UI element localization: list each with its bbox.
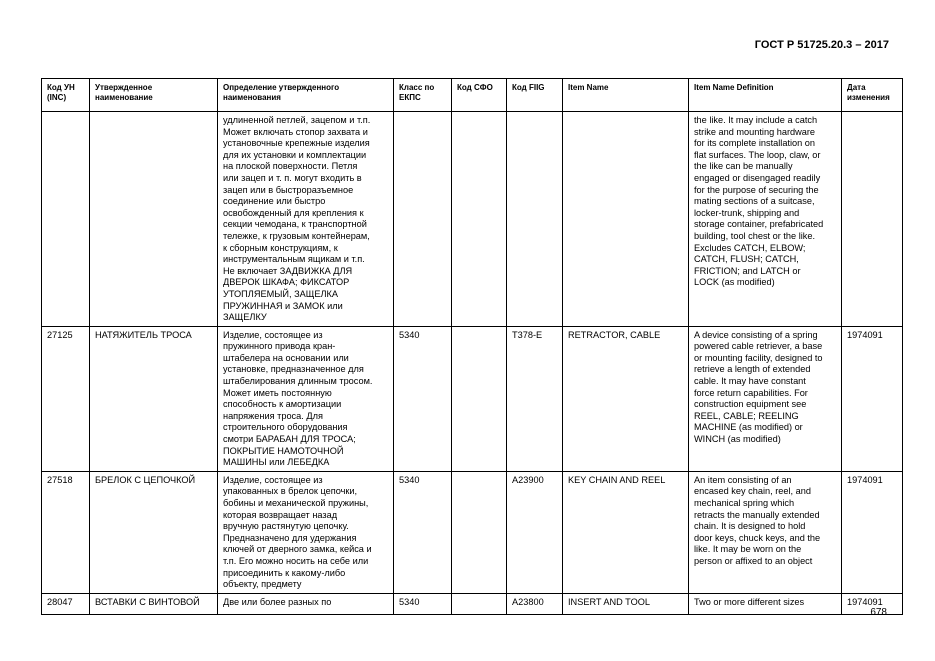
cell-change-date bbox=[842, 112, 903, 327]
cell-fiig-code: A23900 bbox=[507, 471, 563, 593]
table-row bbox=[42, 593, 903, 614]
column-header-ekps-class: Класс по ЕКПС bbox=[394, 79, 452, 112]
cell-item-name-definition: Two or more different sizes bbox=[689, 593, 842, 614]
nomenclature-table bbox=[41, 78, 903, 615]
cell-sfo-code bbox=[452, 593, 507, 614]
cell-item-name-definition: the like. It may include a catch strike and mounting hardware for its complete installation on flat surfaces. The loop, claw, or the like can be manually engaged or disengaged readily for the purpose of securing the mating sections of a suitcase, locker-trunk, shipping and storage container, prefabricated building, tool chest or the like. Excludes CATCH, ELBOW; CATCH, FLUSH; CATCH, FRICTION; and LATCH or LOCK (as modified) bbox=[689, 112, 842, 327]
table-row bbox=[42, 112, 903, 327]
cell-item-name: RETRACTOR, CABLE bbox=[563, 326, 689, 471]
cell-definition: Две или более разных по bbox=[218, 593, 394, 614]
table-row bbox=[42, 471, 903, 593]
cell-inc: 27125 bbox=[42, 326, 90, 471]
cell-approved-name: БРЕЛОК С ЦЕПОЧКОЙ bbox=[90, 471, 218, 593]
cell-sfo-code bbox=[452, 326, 507, 471]
cell-definition: Изделие, состоящее из пружинного привода кран- штабелера на основании или установке, предназначенное для штабелирования длинным тросом. Может иметь постоянную способность к амортизации напряжения троса. Для строительного оборудования смотри БАРАБАН ДЛЯ ТРОСА; ПОКРЫТИЕ НАМОТОЧНОЙ МАШИНЫ или ЛЕБЕДКА bbox=[218, 326, 394, 471]
cell-definition: удлиненной петлей, зацепом и т.п. Может включать стопор захвата и установочные крепежные изделия для их установки и комплектации на плоской поверхности. Петля или зацеп и т. п. могут входить в зацеп или в быстроразъемное соединение или быстро освобожденный для крепления к секции чемодана, к транспортной тележке, к грузовым контейнерам, к сборным конструкциям, к инструментальным ящикам и т.п. Не включает ЗАДВИЖКА ДЛЯ ДВЕРОК ШКАФА; ФИКСАТОР УТОПЛЯЕМЫЙ, ЗАЩЕЛКА ПРУЖИННАЯ и ЗАМОК или ЗАЩЕЛКУ bbox=[218, 112, 394, 327]
cell-approved-name bbox=[90, 112, 218, 327]
cell-fiig-code bbox=[507, 112, 563, 327]
column-header-sfo-code: Код СФО bbox=[452, 79, 507, 112]
cell-change-date: 1974091 bbox=[842, 593, 903, 614]
column-header-approved-name: Утвержденное наименование bbox=[90, 79, 218, 112]
cell-ekps-class bbox=[394, 112, 452, 327]
column-header-definition: Определение утвержденного наименования bbox=[218, 79, 394, 112]
cell-fiig-code: T378-E bbox=[507, 326, 563, 471]
cell-change-date: 1974091 bbox=[842, 471, 903, 593]
cell-sfo-code bbox=[452, 112, 507, 327]
table-row bbox=[42, 326, 903, 471]
column-header-change-date: Дата изменения bbox=[842, 79, 903, 112]
cell-inc bbox=[42, 112, 90, 327]
column-header-item-name-definition: Item Name Definition bbox=[689, 79, 842, 112]
column-header-inc: Код УН (INC) bbox=[42, 79, 90, 112]
cell-item-name bbox=[563, 112, 689, 327]
cell-inc: 28047 bbox=[42, 593, 90, 614]
cell-approved-name: ВСТАВКИ С ВИНТОВОЙ bbox=[90, 593, 218, 614]
table-header-row bbox=[42, 79, 903, 112]
cell-item-name: KEY CHAIN AND REEL bbox=[563, 471, 689, 593]
cell-approved-name: НАТЯЖИТЕЛЬ ТРОСА bbox=[90, 326, 218, 471]
cell-ekps-class: 5340 bbox=[394, 593, 452, 614]
cell-fiig-code: A23800 bbox=[507, 593, 563, 614]
cell-ekps-class: 5340 bbox=[394, 326, 452, 471]
cell-ekps-class: 5340 bbox=[394, 471, 452, 593]
cell-definition: Изделие, состоящее из упакованных в брелок цепочки, бобины и механической пружины, которая возвращает назад вручную растянутую цепочку. Предназначено для удержания ключей от дверного замка, кейса и т.п. Его можно носить на себе или присоединить к какому-либо объекту, предмету bbox=[218, 471, 394, 593]
cell-sfo-code bbox=[452, 471, 507, 593]
cell-item-name: INSERT AND TOOL bbox=[563, 593, 689, 614]
cell-change-date: 1974091 bbox=[842, 326, 903, 471]
cell-item-name-definition: An item consisting of an encased key chain, reel, and mechanical spring which retracts the manually extended chain. It is designed to hold door keys, chuck keys, and the like. It may be worn on the person or affixed to an object bbox=[689, 471, 842, 593]
document-title: ГОСТ Р 51725.20.3 – 2017 bbox=[754, 39, 889, 51]
column-header-fiig-code: Код FIIG bbox=[507, 79, 563, 112]
cell-inc: 27518 bbox=[42, 471, 90, 593]
column-header-item-name: Item Name bbox=[563, 79, 689, 112]
cell-item-name-definition: A device consisting of a spring powered cable retriever, a base or mounting facility, designed to retrieve a length of extended cable. It may have constant force return capabilities. For construction equipment see REEL, CABLE; REELING MACHINE (as modified) or WINCH (as modified) bbox=[689, 326, 842, 471]
page-number: 678 bbox=[870, 607, 887, 618]
